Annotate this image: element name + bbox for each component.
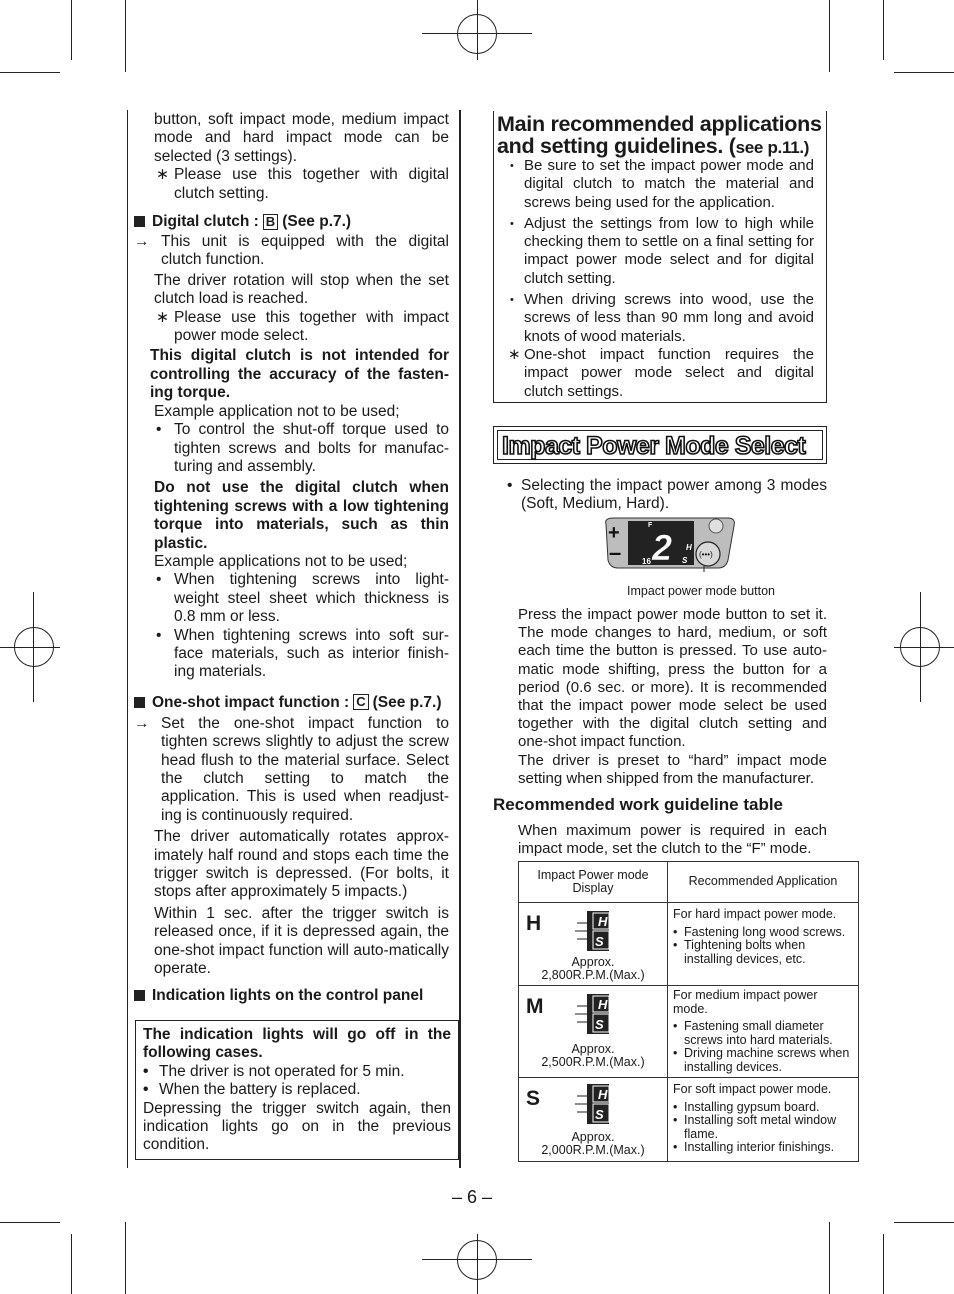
example1-label: Example application not to be used; [154, 402, 400, 420]
page-number: – 6 – [452, 1187, 493, 1207]
guideline-table [518, 861, 859, 1162]
digital-clutch-note: ∗ Please use this together with impact power mode select. [156, 308, 449, 345]
digital-clutch-warning: This digital clutch is not intended for controlling the accuracy of the fasten-ing torque. [150, 347, 449, 402]
digital-clutch-heading: Digital clutch : B (See p.7.) [134, 212, 449, 231]
svg-text:S: S [682, 556, 688, 565]
press-text-block [518, 606, 827, 788]
mode-cell: H H S Approx. 2,800R.P.M.(Max.) [519, 903, 668, 986]
svg-text:S: S [595, 934, 604, 949]
digital-clutch-warning2: Do not use the digital clutch when tightening screws with a low tightening torque into materials, such as thin plastic. [154, 479, 449, 552]
main-applications-item: • Adjust the settings from low to high while checking them to settle on a final setting for impact power mode select and for digital clutch setting. [510, 214, 814, 287]
header-display: Impact Power mode Display [519, 862, 668, 903]
main-applications-note: ∗ One-shot impact function requires the impact power mode select and digital clutch settings. [508, 345, 814, 400]
intro-text: button, soft impact mode, medium impact mode and hard impact mode can be selected (3 settings). [154, 111, 449, 165]
control-panel-illustration [600, 516, 740, 572]
mode-cell: M H S Approx. 2,500R.P.M.(Max.) [519, 986, 668, 1078]
table-row [519, 1078, 859, 1162]
one-shot-arrow-text: → Set the one-shot impact function to tighten screws slightly to adjust the screw head flush to the material surface. Select the clutch setting to match the application. This is used when readjust-ing is continuously required. [134, 714, 449, 824]
main-applications-box [493, 111, 827, 403]
example2-label: Example applications not to be used; [154, 552, 408, 570]
svg-text:+: + [608, 522, 620, 544]
indication-box-title: The indication lights will go off in the following cases. [143, 1026, 451, 1062]
svg-text:H: H [598, 997, 608, 1012]
application-cell: For hard impact power mode. • Fastening long wood screws. • Tightening bolts when installing devices, etc. [668, 903, 859, 986]
table-intro: When maximum power is required in each impact mode, set the clutch to the “F” mode. [518, 822, 827, 858]
indication-heading: Indication lights on the control panel [134, 986, 449, 1005]
svg-text:H: H [686, 543, 692, 552]
left-column [134, 111, 449, 1005]
mode-display-icon [571, 909, 617, 953]
example1-item: • To control the shut-off torque used to tighten screws and bolts for manufac-turing and assembly. [156, 421, 449, 475]
svg-text:H: H [598, 1087, 608, 1102]
one-shot-para2: The driver automatically rotates approx-imately half round and stops each time the trigger switch is depressed. (For bolts, it stops after approximately 5 impacts.) [154, 828, 449, 901]
main-applications-list [510, 157, 814, 401]
svg-text:16: 16 [642, 557, 651, 566]
digital-clutch-para: The driver rotation will stop when the set clutch load is reached. [154, 271, 449, 308]
example2-item: • When tightening screws into light-weight steel sheet which thickness is 0.8 mm or less. [156, 571, 449, 626]
svg-text:F: F [648, 522, 653, 529]
select-item: • Selecting the impact power among 3 modes (Soft, Medium, Hard). [507, 477, 827, 513]
svg-text:H: H [598, 914, 608, 929]
table-row [519, 986, 859, 1078]
mode-display-icon [571, 1082, 617, 1126]
indication-item: • When the battery is replaced. [143, 1081, 361, 1099]
one-shot-heading: One-shot impact function : C (See p.7.) [134, 693, 449, 712]
panel-caption: Impact power mode button [627, 584, 775, 598]
press-text: Press the impact power mode button to set it. The mode changes to hard, medium, or soft each time the button is pressed. To use auto-matic mode shifting, press the button for a period (0.6 sec. or more). It is recommended that the impact power mode select be used together with the digital clutch setting and one-shot impact function. [518, 606, 827, 751]
section-title: Impact Power Mode Select [502, 432, 806, 460]
application-cell: For medium impact power mode. • Fastening small diameter screws into hard materials. • Driving machine screws when installing devices. [668, 986, 859, 1078]
header-application: Recommended Application [668, 862, 859, 903]
indication-box [135, 1020, 459, 1160]
main-applications-item: • When driving screws into wood, use the screws of less than 90 mm long and avoid knots of wood materials. [510, 291, 814, 345]
example2-item: • When tightening screws into soft sur-face materials, such as interior finish-ing materials. [156, 626, 449, 681]
left-column-rule [127, 110, 128, 1168]
digital-clutch-arrow-text: → This unit is equipped with the digital clutch function. [134, 233, 449, 269]
indication-item: • The driver is not operated for 5 min. [143, 1062, 405, 1080]
mode-cell: S H S Approx. 2,000R.P.M.(Max.) [519, 1078, 668, 1162]
svg-text:S: S [595, 1017, 604, 1032]
section-title-box [493, 426, 827, 464]
panel-digit: 2 [652, 527, 673, 568]
table-title: Recommended work guideline table [493, 795, 784, 814]
table-header-row [519, 862, 859, 903]
indication-box-text: Depressing the trigger switch again, then indication lights go on in the previous condition. [143, 1099, 451, 1154]
svg-text:S: S [595, 1107, 604, 1122]
center-column-rule [459, 110, 461, 1168]
mode-display-icon [571, 992, 617, 1036]
main-applications-item: • Be sure to set the impact power mode and digital clutch to match the material and screws being used for the application. [510, 157, 814, 211]
preset-text: The driver is preset to “hard” impact mode setting when shipped from the manufacturer. [518, 751, 827, 787]
main-applications-title: Main recommended applications and setting guidelines. (see p.11.) [497, 112, 822, 158]
svg-text:–: – [609, 540, 622, 565]
table-row [519, 903, 859, 986]
one-shot-para3: Within 1 sec. after the trigger switch is released once, if it is depressed again, the one-shot impact function will auto-matically operate. [154, 904, 449, 978]
svg-text:(•••): (•••) [699, 550, 713, 559]
intro-note: ∗ Please use this together with digital clutch setting. [156, 166, 449, 202]
application-cell: For soft impact power mode. • Installing gypsum board. • Installing soft metal window flame. • Installing interior finishings. [668, 1078, 859, 1162]
